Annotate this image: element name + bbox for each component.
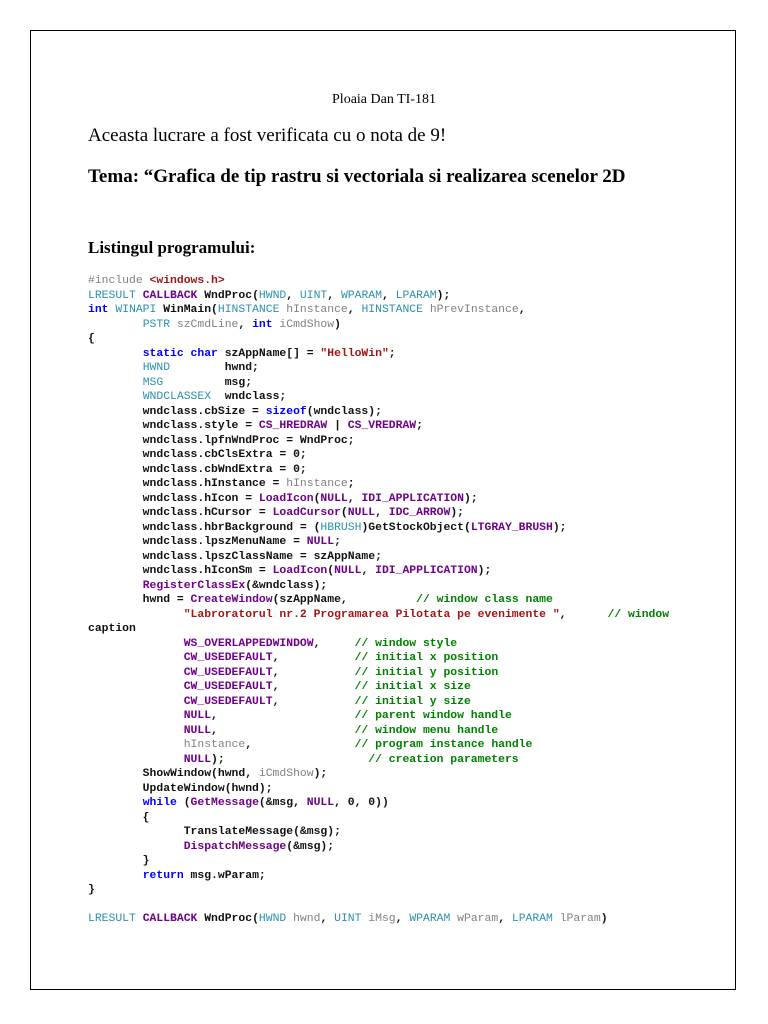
code-line: [88, 521, 728, 536]
code-token: WndProc(: [204, 913, 259, 925]
code-line: [88, 738, 728, 753]
code-line: [88, 840, 728, 855]
code-token: WPARAM: [340, 289, 382, 302]
code-token: NULL: [347, 507, 376, 519]
code-line: [88, 535, 728, 550]
code-token: CS_VREDRAW: [347, 420, 417, 432]
code-token: wndclass.hIconSm =: [88, 565, 273, 577]
code-token: // program instance handle: [354, 739, 533, 751]
code-line: [88, 825, 728, 840]
code-token: {: [88, 811, 150, 824]
code-token: // initial y position: [354, 666, 499, 679]
code-line: [88, 680, 728, 695]
code-token: // initial x position: [354, 652, 499, 664]
code-token: GetMessage: [190, 797, 259, 809]
code-token: );: [463, 492, 478, 505]
code-token: // window class name: [416, 594, 553, 606]
code-token: hwnd: [293, 913, 321, 925]
code-line: [88, 434, 728, 449]
code-token: ,: [498, 913, 512, 925]
code-token: [88, 754, 184, 766]
code-line: [88, 709, 728, 724]
code-line: [88, 361, 728, 376]
code-token: );: [552, 521, 567, 534]
code-token: ,: [395, 913, 410, 925]
code-token: ,: [286, 289, 300, 302]
code-token: ): [334, 318, 341, 331]
code-token: wndclass.lpszClassName = szAppName;: [88, 550, 382, 563]
code-line: [88, 622, 728, 637]
code-token: wndclass.lpfnWndProc = WndProc;: [88, 434, 355, 447]
code-token: IDI_APPLICATION: [375, 565, 478, 577]
code-token: return: [142, 869, 191, 882]
code-token: ,: [272, 652, 355, 664]
code-token: wndclass.cbSize =: [88, 405, 266, 418]
code-token: #include: [88, 275, 150, 287]
code-token: ,: [272, 695, 355, 708]
code-token: ,: [211, 724, 355, 737]
code-token: // window style: [354, 637, 458, 650]
code-token: ,: [327, 289, 341, 302]
code-token: // initial x size: [354, 681, 471, 693]
code-token: UINT: [334, 913, 369, 925]
code-token: LRESULT: [88, 913, 143, 925]
code-token: iCmdShow: [279, 318, 335, 331]
code-token: lParam: [559, 913, 601, 925]
code-token: IDI_APPLICATION: [361, 492, 464, 505]
code-token: (&wndclass);: [245, 579, 328, 592]
code-token: LoadIcon: [272, 565, 328, 577]
code-token: static char: [142, 347, 225, 360]
code-line: [88, 651, 728, 666]
code-token: ,: [272, 681, 355, 693]
code-token: ,: [518, 304, 526, 316]
code-token: , 0, 0)): [334, 797, 389, 809]
code-token: LTGRAY_BRUSH: [470, 521, 553, 534]
code-token: // initial y size: [354, 695, 471, 708]
code-token: [88, 638, 184, 650]
code-token: [88, 797, 143, 809]
code-token: [88, 580, 143, 592]
code-token: hPrevInstance: [429, 304, 519, 316]
code-token: // creation parameters: [368, 753, 519, 766]
code-token: NULL: [183, 710, 212, 722]
code-token: (: [340, 507, 348, 519]
code-line: [88, 448, 728, 463]
code-token: "Labroratorul nr.2 Programarea Pilotata pe evenimente ": [183, 608, 560, 621]
code-token: (&msg);: [286, 840, 335, 853]
code-line: [88, 477, 728, 492]
code-line: [88, 303, 728, 318]
code-token: |: [327, 420, 348, 432]
code-token: [88, 725, 184, 737]
code-token: IDC_ARROW: [388, 507, 451, 519]
code-token: );: [436, 289, 451, 302]
code-token: msg;: [163, 376, 253, 389]
code-token: UINT: [299, 289, 328, 302]
code-token: caption: [88, 623, 136, 635]
code-token: (&msg,: [258, 797, 307, 809]
code-token: WPARAM: [409, 913, 458, 925]
code-line: [88, 463, 728, 478]
code-token: );: [211, 753, 369, 766]
code-token: [88, 667, 184, 679]
code-line: [88, 274, 728, 289]
code-token: (: [183, 797, 191, 809]
code-token: HINSTANCE: [361, 304, 430, 316]
code-line: [88, 550, 728, 565]
code-token: UpdateWindow(hwnd);: [88, 782, 273, 795]
code-line: [88, 608, 728, 623]
code-token: PSTR: [142, 318, 177, 331]
code-token: wParam: [457, 913, 499, 925]
code-token: hInstance: [286, 478, 348, 490]
code-token: WINAPI: [115, 304, 164, 316]
code-token: CALLBACK: [142, 289, 205, 302]
code-token: (szAppName,: [272, 594, 417, 606]
code-token: WndProc(: [204, 289, 259, 302]
code-token: NULL: [334, 565, 362, 577]
code-token: {: [88, 333, 95, 345]
code-line: [88, 492, 728, 507]
code-token: <windows.h>: [149, 275, 225, 287]
code-token: // window menu handle: [354, 724, 499, 737]
code-token: CS_HREDRAW: [258, 420, 328, 432]
code-line: [88, 390, 728, 405]
code-line: [88, 347, 728, 362]
code-token: [88, 652, 184, 664]
code-token: ,: [381, 289, 396, 302]
code-token: [88, 681, 184, 693]
code-token: szAppName[] =: [224, 347, 321, 360]
code-token: CW_USEDEFAULT: [183, 681, 273, 693]
code-token: wndclass.hIcon =: [88, 492, 259, 505]
code-token: ;: [347, 478, 355, 490]
code-token: [88, 391, 143, 403]
code-token: MSG: [142, 376, 164, 389]
code-listing: [88, 274, 728, 927]
code-token: [88, 696, 184, 708]
code-token: wndclass.hInstance =: [88, 478, 287, 490]
code-token: )GetStockObject(: [361, 521, 471, 534]
code-token: HWND: [258, 289, 287, 302]
code-line: [88, 506, 728, 521]
code-token: CW_USEDEFAULT: [183, 666, 273, 679]
code-token: msg.wParam;: [190, 869, 266, 882]
code-line: [88, 796, 728, 811]
code-line: [88, 318, 728, 333]
code-token: hwnd =: [88, 594, 191, 606]
code-token: LoadCursor: [272, 507, 341, 519]
code-token: ;: [388, 347, 396, 360]
code-token: wndclass.style =: [88, 420, 259, 432]
code-token: NULL: [183, 753, 212, 766]
code-token: LPARAM: [511, 913, 560, 925]
code-token: hInstance: [286, 304, 348, 316]
code-token: [88, 377, 143, 389]
code-token: ,: [211, 710, 355, 722]
code-token: );: [477, 565, 492, 577]
code-token: CW_USEDEFAULT: [183, 695, 273, 708]
code-token: wndclass.hCursor =: [88, 507, 273, 519]
code-line: [88, 564, 728, 579]
code-token: NULL: [320, 492, 348, 505]
code-token: }: [88, 884, 95, 896]
code-line: [88, 753, 728, 768]
code-token: ,: [375, 507, 389, 519]
code-token: ,: [313, 637, 355, 650]
author-line: Ploaia Dan TI-181: [332, 92, 436, 107]
code-token: (wndclass);: [306, 405, 382, 418]
code-line: [88, 579, 728, 594]
verification-note: Aceasta lucrare a fost verificata cu o nota de 9!: [88, 125, 447, 146]
code-token: LoadIcon: [258, 492, 314, 505]
code-token: CW_USEDEFAULT: [183, 652, 273, 664]
code-token: );: [313, 768, 328, 780]
code-line: [88, 593, 728, 608]
code-token: CALLBACK: [142, 913, 205, 925]
code-token: iMsg: [368, 913, 396, 925]
code-token: // window: [607, 608, 670, 621]
code-token: wndclass;: [211, 391, 287, 403]
code-token: [88, 870, 143, 882]
code-line: [88, 724, 728, 739]
topic-heading: Tema: “Grafica de tip rastru si vectoriala si realizarea scenelor 2D: [88, 166, 626, 187]
code-token: NULL: [306, 536, 335, 548]
code-token: LRESULT: [88, 289, 143, 302]
code-token: iCmdShow: [258, 768, 314, 780]
code-token: ,: [245, 739, 355, 751]
code-token: // parent window handle: [354, 710, 512, 722]
code-token: (: [313, 492, 321, 505]
code-token: ,: [559, 608, 608, 621]
code-token: [88, 348, 143, 360]
code-line: [88, 883, 728, 898]
code-token: TranslateMessage(&msg);: [88, 826, 341, 838]
code-line: [88, 289, 728, 304]
code-token: int: [252, 318, 280, 331]
code-token: WinMain(: [163, 304, 218, 316]
code-token: szCmdLine: [176, 318, 239, 331]
code-line: [88, 811, 728, 826]
code-token: HBRUSH: [320, 521, 362, 534]
code-line: [88, 405, 728, 420]
code-line: [88, 695, 728, 710]
code-token: wndclass.hbrBackground = (: [88, 521, 321, 534]
code-token: CreateWindow: [190, 594, 273, 606]
code-token: HINSTANCE: [217, 304, 287, 316]
code-token: NULL: [183, 724, 212, 737]
code-line: [88, 376, 728, 391]
code-line: [88, 898, 728, 913]
code-token: sizeof: [265, 405, 307, 418]
code-line: [88, 666, 728, 681]
code-token: [88, 362, 143, 374]
code-token: [88, 710, 184, 722]
code-token: ,: [272, 666, 355, 679]
code-token: RegisterClassEx: [142, 579, 246, 592]
code-line: [88, 854, 728, 869]
code-token: [88, 319, 143, 331]
code-line: [88, 332, 728, 347]
code-token: ,: [347, 304, 362, 316]
code-token: ,: [320, 913, 335, 925]
code-token: ,: [361, 565, 376, 577]
code-token: wndclass.cbClsExtra = 0;: [88, 449, 307, 461]
code-token: (: [327, 565, 335, 577]
code-token: [88, 841, 184, 853]
code-line: [88, 767, 728, 782]
code-token: while: [142, 797, 184, 809]
code-token: ,: [347, 492, 362, 505]
code-token: int: [88, 304, 116, 316]
code-token: ShowWindow(hwnd,: [88, 768, 259, 780]
listing-heading: Listingul programului:: [88, 238, 256, 257]
code-token: hwnd;: [170, 362, 259, 374]
code-token: WS_OVERLAPPEDWINDOW: [183, 637, 314, 650]
code-token: );: [450, 507, 464, 519]
code-token: }: [88, 855, 150, 867]
code-line: [88, 637, 728, 652]
code-token: NULL: [306, 797, 335, 809]
code-line: [88, 782, 728, 797]
code-token: LPARAM: [395, 289, 437, 302]
code-token: wndclass.cbWndExtra = 0;: [88, 463, 307, 476]
code-token: ): [600, 913, 608, 925]
code-token: hInstance: [183, 739, 246, 751]
code-token: [88, 739, 184, 751]
code-token: HWND: [142, 362, 171, 374]
code-token: ,: [238, 318, 253, 331]
code-line: [88, 912, 728, 927]
code-token: wndclass.lpszMenuName =: [88, 536, 307, 548]
code-line: [88, 419, 728, 434]
code-token: HWND: [258, 913, 294, 925]
code-token: [88, 609, 184, 621]
code-token: WNDCLASSEX: [142, 391, 212, 403]
code-token: DispatchMessage: [183, 840, 287, 853]
code-token: ;: [416, 420, 423, 432]
code-token: "HelloWin": [320, 347, 389, 360]
code-token: ;: [334, 536, 341, 548]
code-line: [88, 869, 728, 884]
